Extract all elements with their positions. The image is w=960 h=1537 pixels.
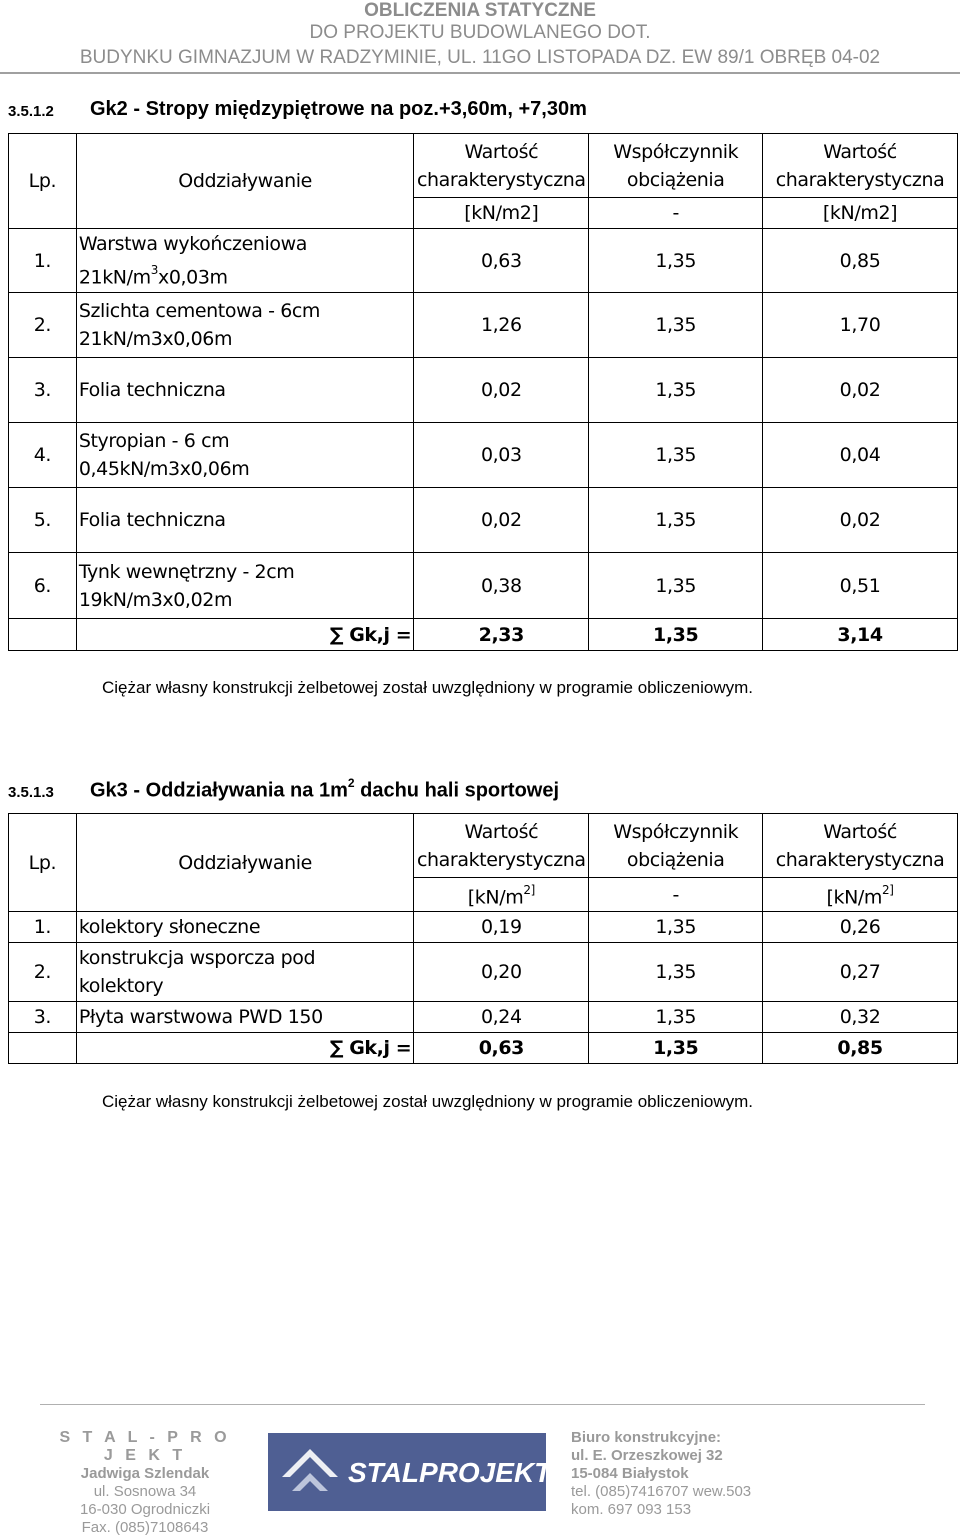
doc-title: OBLICZENIA STATYCZNE xyxy=(364,0,596,21)
unit-design: [kN/m2] xyxy=(763,198,958,229)
row-design: 0,85 xyxy=(763,229,958,293)
sum-empty xyxy=(9,1033,77,1064)
sum-row xyxy=(9,1033,958,1064)
section-number: 3.5.1.3 xyxy=(8,784,54,801)
sum-design: 3,14 xyxy=(763,619,958,651)
note-text: Ciężar własny konstrukcji żelbetowej został uwzględniony w programie obliczeniowym. xyxy=(102,678,753,697)
sum-label: ∑ Gk,j = xyxy=(76,1033,414,1064)
row-coef: 1,35 xyxy=(589,423,763,488)
table-header-row xyxy=(9,814,958,878)
footer-office-phone: tel. (085)7416707 wew.503 xyxy=(571,1483,752,1500)
footer-office-mobile: kom. 697 093 153 xyxy=(571,1501,692,1518)
row-char: 0,03 xyxy=(414,423,589,488)
row-char: 0,02 xyxy=(414,358,589,423)
footer-office-city: 15-084 Białystok xyxy=(571,1465,689,1482)
row-lp: 5. xyxy=(9,488,77,553)
col-header-char: Wartość charakterystyczna xyxy=(414,134,589,198)
col-header-coef: Współczynnik obciążenia xyxy=(589,814,763,878)
row-char: 0,24 xyxy=(414,1002,589,1033)
note-text: Ciężar własny konstrukcji żelbetowej został uwzględniony w programie obliczeniowym. xyxy=(102,1092,753,1111)
doc-subtitle: DO PROJEKTU BUDOWLANEGO DOT. xyxy=(309,22,651,43)
row-name: kolektory słoneczne xyxy=(76,912,414,943)
table-row xyxy=(9,912,958,943)
row-lp: 2. xyxy=(9,943,77,1002)
table-row xyxy=(9,423,958,488)
row-design: 0,32 xyxy=(763,1002,958,1033)
sum-coef: 1,35 xyxy=(589,1033,763,1064)
table-row xyxy=(9,553,958,619)
row-name: Warstwa wykończeniowa $21kN/m^3x0,03m$ xyxy=(76,229,414,293)
table-row xyxy=(9,488,958,553)
unit-char: [$kN/m^{2]}$ xyxy=(414,878,589,912)
col-header-lp: Lp. xyxy=(9,814,77,912)
row-lp: 1. xyxy=(9,229,77,293)
row-design: 0,26 xyxy=(763,912,958,943)
row-char: 0,20 xyxy=(414,943,589,1002)
section-title: Gk2 - Stropy międzypiętrowe na poz.+3,60m, +7,30m xyxy=(90,98,587,120)
footer-office-block xyxy=(571,1429,751,1519)
logo-text: STALPROJEKT xyxy=(348,1457,552,1488)
row-lp: 1. xyxy=(9,912,77,943)
row-name: konstrukcja wsporcza pod kolektory xyxy=(76,943,414,1002)
sum-coef: 1,35 xyxy=(589,619,763,651)
section-number: 3.5.1.2 xyxy=(8,103,54,120)
footer-owner: Jadwiga Szlendak xyxy=(80,1465,210,1482)
section-title: Gk3 - Oddziaływania na $1m^2$ dachu hali sportowej xyxy=(90,776,560,802)
row-coef: 1,35 xyxy=(589,488,763,553)
row-coef: 1,35 xyxy=(589,293,763,358)
table-row xyxy=(9,943,958,1002)
row-design: 0,04 xyxy=(763,423,958,488)
row-design: 1,70 xyxy=(763,293,958,358)
table-header-row xyxy=(9,134,958,198)
row-coef: 1,35 xyxy=(589,358,763,423)
footer-office-title: Biuro konstrukcyjne: xyxy=(571,1429,722,1446)
table-row xyxy=(9,229,958,293)
footer-street: ul. Sosnowa 34 xyxy=(93,1483,197,1500)
loads-table-gk3 xyxy=(8,813,958,1064)
row-name: Styropian - 6 cm 0,45kN/m3x0,06m xyxy=(76,423,414,488)
doc-building: BUDYNKU GIMNAZJUM W RADZYMINIE, UL. 11GO LISTOPADA DZ. EW 89/1 OBRĘB 04-02 xyxy=(79,47,881,68)
unit-char: [kN/m2] xyxy=(414,198,589,229)
row-char: 1,26 xyxy=(414,293,589,358)
footer-city: 16-030 Ogrodniczki xyxy=(79,1501,211,1518)
sum-char: 2,33 xyxy=(414,619,589,651)
row-char: 0,63 xyxy=(414,229,589,293)
row-name: Płyta warstwowa PWD 150 xyxy=(76,1002,414,1033)
row-name: Szlichta cementowa - 6cm 21kN/m3x0,06m xyxy=(76,293,414,358)
row-char: 0,02 xyxy=(414,488,589,553)
company-logo xyxy=(268,1433,552,1511)
row-lp: 2. xyxy=(9,293,77,358)
row-lp: 6. xyxy=(9,553,77,619)
row-name: Folia techniczna xyxy=(76,488,414,553)
col-header-char: Wartość charakterystyczna xyxy=(414,814,589,878)
table-row xyxy=(9,358,958,423)
unit-coef: - xyxy=(589,878,763,912)
sum-label: ∑ Gk,j = xyxy=(76,619,414,651)
unit-design: [$kN/m^{2]}$ xyxy=(763,878,958,912)
table-row xyxy=(9,293,958,358)
row-lp: 4. xyxy=(9,423,77,488)
row-char: 0,19 xyxy=(414,912,589,943)
sum-design: 0,85 xyxy=(763,1033,958,1064)
sum-empty xyxy=(9,619,77,651)
row-char: 0,38 xyxy=(414,553,589,619)
col-header-action: Oddziaływanie xyxy=(76,814,414,912)
footer-fax: Fax. (085)7108643 xyxy=(81,1519,209,1536)
row-coef: 1,35 xyxy=(589,943,763,1002)
footer-divider xyxy=(40,1404,925,1405)
row-design: 0,27 xyxy=(763,943,958,1002)
col-header-action: Oddziaływanie xyxy=(76,134,414,229)
row-lp: 3. xyxy=(9,1002,77,1033)
footer-office-street: ul. E. Orzeszkowej 32 xyxy=(571,1447,723,1464)
unit-coef: - xyxy=(589,198,763,229)
footer-company-name: S T A L - P R O J E K T xyxy=(59,1429,231,1464)
row-name: Folia techniczna xyxy=(76,358,414,423)
logo-mark-icon xyxy=(274,1433,346,1511)
row-coef: 1,35 xyxy=(589,1002,763,1033)
row-name: Tynk wewnętrzny - 2cm 19kN/m3x0,02m xyxy=(76,553,414,619)
row-design: 0,02 xyxy=(763,488,958,553)
col-header-lp: Lp. xyxy=(9,134,77,229)
loads-table-gk2 xyxy=(8,133,958,651)
row-coef: 1,35 xyxy=(589,912,763,943)
row-lp: 3. xyxy=(9,358,77,423)
row-design: 0,51 xyxy=(763,553,958,619)
header-divider xyxy=(0,72,960,74)
row-design: 0,02 xyxy=(763,358,958,423)
table-row xyxy=(9,1002,958,1033)
sum-char: 0,63 xyxy=(414,1033,589,1064)
col-header-design: Wartość charakterystyczna xyxy=(763,814,958,878)
sum-row xyxy=(9,619,958,651)
col-header-coef: Współczynnik obciążenia xyxy=(589,134,763,198)
row-coef: 1,35 xyxy=(589,553,763,619)
row-coef: 1,35 xyxy=(589,229,763,293)
col-header-design: Wartość charakterystyczna xyxy=(763,134,958,198)
